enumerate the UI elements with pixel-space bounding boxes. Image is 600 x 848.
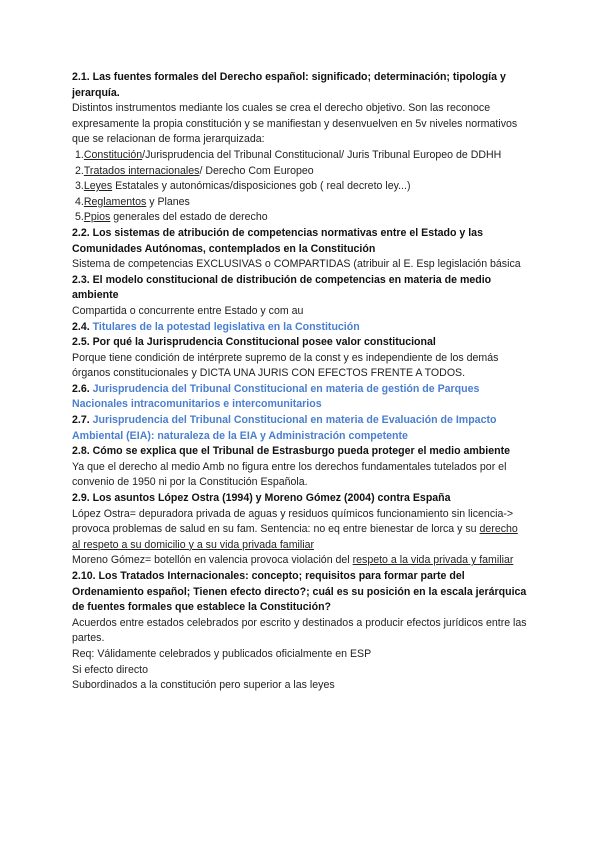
list-item [72, 210, 528, 226]
paragraph-2-5: Porque tiene condición de intérprete supremo de la const y es independiente de los demás órganos constitucionales y DICTA UNA JURIS CON EFECTOS FRENTE A TODOS. [72, 351, 499, 380]
heading-link-text: Titulares de la potestad legislativa en la Constitución [92, 320, 360, 333]
heading-link-text: Jurisprudencia del Tribunal Constitucional en materia de gestión de Parques Nacionales intracomunitarios e intercomunitarios [72, 382, 480, 411]
list-item-term: Tratados internacionales [83, 164, 200, 177]
sources-list [72, 148, 528, 226]
paragraph-2-10-line: Si efecto directo [72, 663, 148, 676]
list-item-number: 2. [75, 164, 84, 177]
list-item-term: Constitución [83, 148, 143, 161]
list-item-number: 3. [75, 180, 84, 193]
document-page [72, 70, 528, 694]
paragraph-2-10-line: Subordinados a la constitución pero superior a las leyes [72, 679, 335, 692]
paragraph-moreno-gomez [72, 553, 528, 569]
heading-2-8: 2.8. Cómo se explica que el Tribunal de Estrasburgo pueda proteger el medio ambiente [72, 445, 510, 458]
paragraph-2-8: Ya que el derecho al medio Amb no figura entre los derechos fundamentales tutelados por el convenio de 1950 ni por la Constitución Española. [72, 460, 507, 489]
list-item-text: y Planes [146, 195, 190, 208]
list-item-text: /Jurisprudencia del Tribunal Constitucional/ Juris Tribunal Europeo de DDHH [142, 148, 502, 161]
heading-2-5: 2.5. Por qué la Jurisprudencia Constitucional posee valor constitucional [72, 336, 436, 349]
lopez-ostra-text: López Ostra= depuradora privada de aguas y residuos químicos funcionamiento sin licencia-> provoca problemas de salud en su fam. Sentencia: no eq entre bienestar de lorca y su [72, 507, 514, 536]
list-item-text: / Derecho Com Europeo [199, 164, 314, 177]
heading-2-9: 2.9. Los asuntos López Ostra (1994) y Moreno Gómez (2004) contra España [72, 492, 451, 505]
heading-number: 2.4. [72, 320, 90, 333]
list-item-term: Leyes [83, 180, 113, 193]
paragraph-2-1: Distintos instrumentos mediante los cuales se crea el derecho objetivo. Son las reconoce expresamente la propia constitución y se manifiestan y desenvuelven en 5v niveles normativos que se relacionan de forma jerarquizada: [72, 102, 518, 146]
list-item-term: Reglamentos [83, 195, 147, 208]
heading-2-3: 2.3. El modelo constitucional de distribución de competencias en materia de medio ambiente [72, 273, 492, 302]
list-item [72, 164, 528, 180]
heading-number: 2.6. [72, 382, 90, 395]
moreno-gomez-text: Moreno Gómez= botellón en valencia provoca violación del [72, 554, 353, 567]
heading-2-10: 2.10. Los Tratados Internacionales: concepto; requisitos para formar parte del Ordenamiento español; Tienen efecto directo?; cuál es su posición en la escala jerárquica de fuentes formales que establece la Constitución? [72, 570, 527, 614]
list-item-text: Estatales y autonómicas/disposiciones gob ( real decreto ley...) [112, 180, 411, 193]
list-item-number: 1. [75, 148, 84, 161]
heading-2-6 [72, 382, 528, 413]
lopez-ostra-underlined: derecho al respeto a su domicilio y a su vida privada familiar [72, 523, 518, 551]
heading-link-text: Jurisprudencia del Tribunal Constitucional en materia de Evaluación de Impacto Ambiental (EIA): naturaleza de la EIA y Administración competente [72, 414, 497, 442]
heading-2-1: 2.1. Las fuentes formales del Derecho español: significado; determinación; tipología y jerarquía. [72, 71, 506, 99]
paragraph-2-10-line: Req: Válidamente celebrados y publicados oficialmente en ESP [72, 647, 372, 660]
heading-number: 2.7. [72, 414, 90, 427]
list-item-term: Ppios [83, 211, 111, 224]
list-item [72, 179, 528, 195]
list-item-number: 4. [75, 195, 84, 208]
list-item [72, 195, 528, 211]
heading-2-7 [72, 413, 528, 444]
paragraph-lopez-ostra [72, 507, 528, 554]
list-item-number: 5. [75, 211, 84, 224]
moreno-gomez-underlined: respeto a la vida privada y familiar [352, 554, 514, 567]
list-item [72, 148, 528, 164]
paragraph-2-2: Sistema de competencias EXCLUSIVAS o COMPARTIDAS (atribuir al E. Esp legislación básica [72, 258, 521, 271]
heading-2-4 [72, 320, 528, 336]
list-item-text: generales del estado de derecho [110, 211, 268, 224]
paragraph-2-10-line: Acuerdos entre estados celebrados por escrito y destinados a producir efectos jurídicos entre las partes. [72, 616, 527, 645]
paragraph-2-3: Compartida o concurrente entre Estado y com au [72, 304, 304, 317]
heading-2-2: 2.2. Los sistemas de atribución de competencias normativas entre el Estado y las Comunidades Autónomas, contemplados en la Constitución [72, 226, 483, 255]
